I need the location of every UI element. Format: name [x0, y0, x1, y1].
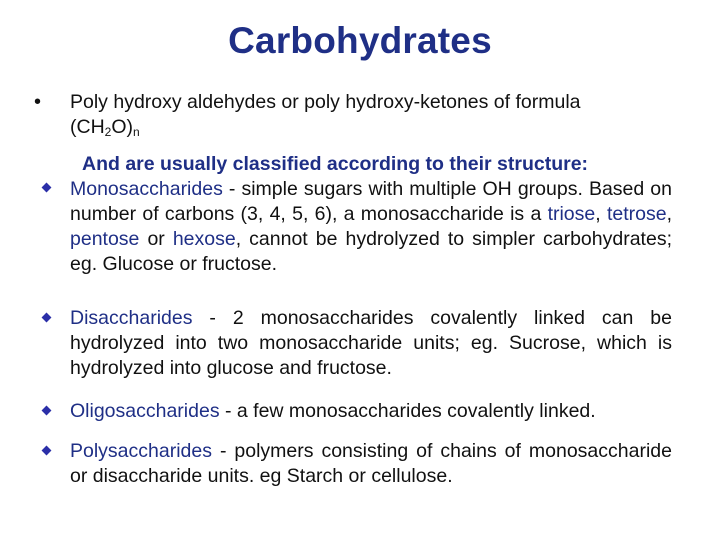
kind-triose: triose	[547, 203, 596, 225]
kind-pentose: pentose	[70, 228, 140, 250]
classification-heading: And are usually classified according to their structure:	[82, 153, 589, 175]
term-oligosaccharides: Oligosaccharides	[70, 400, 220, 422]
oligosaccharides-item: Oligosaccharides - a few monosaccharides covalently linked.	[70, 400, 596, 422]
formula: $(CH_2O)_n$	[70, 116, 140, 139]
intro-text: Poly hydroxy aldehydes or poly hydroxy-ketones of formula	[70, 91, 581, 113]
monosaccharides-item: Monosaccharides - simple sugars with multiple OH groups. Based on number of carbons (3, 4, 5, 6), a monosaccharide is a triose, tetrose, pentose or hexose, cannot be hydrolyzed to simpler carbohydrates; eg. Glucose or fructose.	[70, 178, 672, 275]
term-polysaccharides: Polysaccharides	[70, 440, 212, 462]
disaccharides-item: Disaccharides - 2 monosaccharides covalently linked can be hydrolyzed into two monosaccharide units; eg. Sucrose, which is hydrolyzed into glucose and fructose.	[70, 307, 672, 379]
polysaccharides-item: Polysaccharides - polymers consisting of chains of monosaccharide or disaccharide units. eg Starch or cellulose.	[70, 440, 672, 487]
term-monosaccharides: Monosaccharides	[70, 178, 223, 200]
diamond-bullet-icon	[42, 183, 52, 193]
term-disaccharides: Disaccharides	[70, 307, 193, 329]
diamond-bullet-icon	[42, 446, 52, 456]
kind-tetrose: tetrose	[606, 203, 667, 225]
diamond-bullet-icon	[42, 313, 52, 323]
round-bullet-icon: •	[34, 91, 42, 113]
kind-hexose: hexose	[172, 228, 236, 250]
diamond-bullet-icon	[42, 406, 52, 416]
slide-title: Carbohydrates	[228, 20, 492, 61]
intro-paragraph	[70, 90, 672, 140]
